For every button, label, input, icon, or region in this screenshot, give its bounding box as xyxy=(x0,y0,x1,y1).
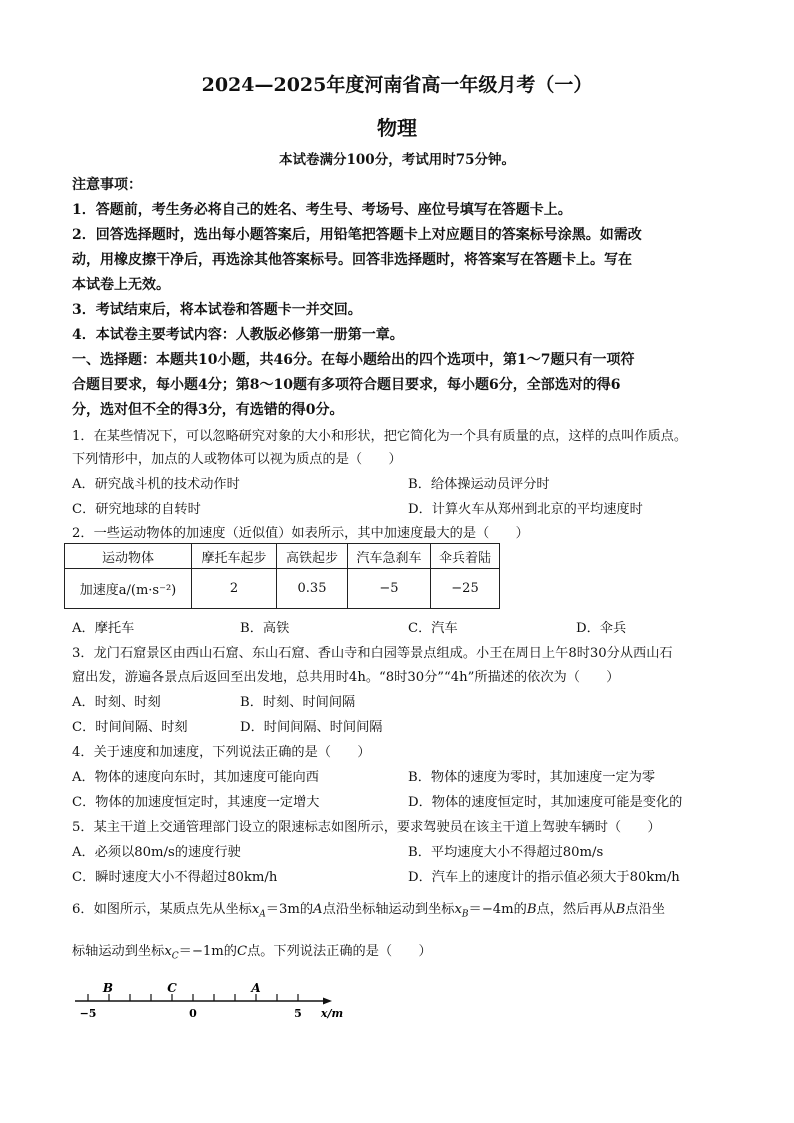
q3-option-d: D．时间间隔、时间间隔 xyxy=(240,720,383,735)
q2-option-a: A．摩托车 xyxy=(72,621,135,636)
q1-option-d: D．计算火车从郑州到北京的平均速度时 xyxy=(408,502,643,517)
tick-label-neg5: −5 xyxy=(79,1007,97,1020)
table-cell: 2 xyxy=(192,569,277,609)
table-row-label: 加速度a/(m·s⁻²) xyxy=(65,569,192,609)
q6-text: 点，然后再从 xyxy=(536,902,616,917)
notes-heading: 注意事项： xyxy=(72,177,142,193)
notes-item: 本试卷上无效。 xyxy=(72,277,170,293)
q3-option-c: C．时间间隔、时刻 xyxy=(72,720,188,735)
tick-label-5: 5 xyxy=(294,1007,302,1020)
notes-item: 1．答题前，考生务必将自己的姓名、考生号、考场号、座位号填写在答题卡上。 xyxy=(72,202,572,218)
q6-stem xyxy=(72,898,665,920)
q2-option-c: C．汽车 xyxy=(408,621,458,636)
table-header-cell: 摩托车起步 xyxy=(192,544,277,569)
axis-arrow-icon xyxy=(323,998,332,1005)
notes-item: 4．本试卷主要考试内容：人教版必修第一册第一章。 xyxy=(72,327,404,343)
q1-option-a: A．研究战斗机的技术动作时 xyxy=(72,477,240,492)
q4-option-b: B．物体的速度为零时，其加速度一定为零 xyxy=(408,770,656,785)
notes-item: 2．回答选择题时，选出每小题答案后，用铅笔把答题卡上对应题目的答案标号涂黑。如需改 xyxy=(72,227,642,243)
table-cell: −25 xyxy=(431,569,500,609)
table-header-cell: 伞兵着陆 xyxy=(431,544,500,569)
q3-option-b: B．时刻、时间间隔 xyxy=(240,695,356,710)
point-label: B xyxy=(526,902,537,917)
q4-option-c: C．物体的加速度恒定时，其速度一定增大 xyxy=(72,795,320,810)
q4-stem: 4．关于速度和加速度，下列说法正确的是（ ） xyxy=(72,745,371,760)
q6-text: 点沿坐标轴运动到坐标 xyxy=(322,902,455,917)
table-header-cell: 汽车急刹车 xyxy=(348,544,431,569)
var-x: x xyxy=(454,902,462,917)
q5-option-c: C．瞬时速度大小不得超过80km/h xyxy=(72,870,278,885)
table-row xyxy=(65,569,500,609)
table-cell: −5 xyxy=(348,569,431,609)
q5-option-a: A．必须以80m/s的速度行驶 xyxy=(72,845,241,860)
var-sub: A xyxy=(259,909,266,920)
table-header-cell: 高铁起步 xyxy=(277,544,348,569)
q4-option-a: A．物体的速度向东时，其加速度可能向西 xyxy=(72,770,319,785)
var-x: x xyxy=(251,902,260,917)
q6-text: 点沿坐 xyxy=(625,902,665,917)
q4-option-d: D．物体的速度恒定时，其加速度可能是变化的 xyxy=(408,795,683,810)
subject-title: 物理 xyxy=(377,116,417,140)
q3-stem: 窟出发，游遍各景点后返回至出发地，总共用时4h。“8时30分”“4h”所描述的依次为（ ） xyxy=(72,670,620,685)
q5-option-b: B．平均速度大小不得超过80m/s xyxy=(408,845,604,860)
q1-option-c: C．研究地球的自转时 xyxy=(72,502,201,517)
var-x: x xyxy=(164,944,172,959)
q6-text: ＝−1m的 xyxy=(178,944,237,959)
notes-item: 动，用橡皮擦干净后，再选涂其他答案标号。回答非选择题时，将答案写在答题卡上。写在 xyxy=(72,252,632,268)
exam-title: 2024—2025年度河南省高一年级月考（一） xyxy=(201,74,593,96)
section-line: 一、选择题：本题共10小题，共46分。在每小题给出的四个选项中，第1～7题只有一项符 xyxy=(72,352,635,368)
q6-text: ＝3m的 xyxy=(265,902,314,917)
q1-stem: 1．在某些情况下，可以忽略研究对象的大小和形状，把它简化为一个具有质量的点，这样的点叫作质点。 xyxy=(72,429,688,444)
point-c-label: C xyxy=(167,981,177,995)
q6-stem xyxy=(72,940,432,962)
point-label: C xyxy=(236,944,248,959)
q5-option-d: D．汽车上的速度计的指示值必须大于80km/h xyxy=(408,870,680,885)
q1-stem: 下列情形中，加点的人或物体可以视为质点的是（ ） xyxy=(72,452,402,467)
section-line: 分，选对但不全的得3分，有选错的得0分。 xyxy=(72,402,344,418)
var-sub: B xyxy=(461,909,469,920)
point-a-label: A xyxy=(251,981,261,995)
q6-text: 标轴运动到坐标 xyxy=(72,944,165,959)
point-label: B xyxy=(615,902,626,917)
q3-stem: 3．龙门石窟景区由西山石窟、东山石窟、香山寺和白园等景点组成。小王在周日上午8时30分从西山石 xyxy=(72,646,673,661)
table-row xyxy=(65,544,500,569)
number-line-figure xyxy=(70,980,360,1025)
q6-text: 6．如图所示，某质点先从坐标 xyxy=(72,902,252,917)
axis-ticks xyxy=(88,994,298,1001)
q2-option-b: B．高铁 xyxy=(240,621,290,636)
q2-stem: 2．一些运动物体的加速度（近似值）如表所示，其中加速度最大的是（ ） xyxy=(72,526,529,541)
section-line: 合题目要求，每小题4分；第8～10题有多项符合题目要求，每小题6分，全部选对的得6 xyxy=(72,377,621,393)
q2-option-d: D．伞兵 xyxy=(576,621,627,636)
axis-unit-label: x/m xyxy=(320,1007,344,1020)
table-header-cell: 运动物体 xyxy=(65,544,192,569)
q3-option-a: A．时刻、时刻 xyxy=(72,695,161,710)
exam-note: 本试卷满分100分，考试用时75分钟。 xyxy=(279,152,515,168)
q5-stem: 5．某主干道上交通管理部门设立的限速标志如图所示，要求驾驶员在该主干道上驾驶车辆时（ ） xyxy=(72,820,661,835)
q6-text: ＝−4m的 xyxy=(468,902,527,917)
q6-text: 点。下列说法正确的是（ ） xyxy=(247,944,432,959)
tick-label-0: 0 xyxy=(189,1007,197,1020)
table-cell: 0.35 xyxy=(277,569,348,609)
point-label: A xyxy=(313,902,323,917)
point-b-label: B xyxy=(102,981,114,995)
acceleration-table xyxy=(64,543,500,609)
q1-option-b: B．给体操运动员评分时 xyxy=(408,477,550,492)
var-sub: C xyxy=(171,951,179,962)
notes-item: 3．考试结束后，将本试卷和答题卡一并交回。 xyxy=(72,302,362,318)
